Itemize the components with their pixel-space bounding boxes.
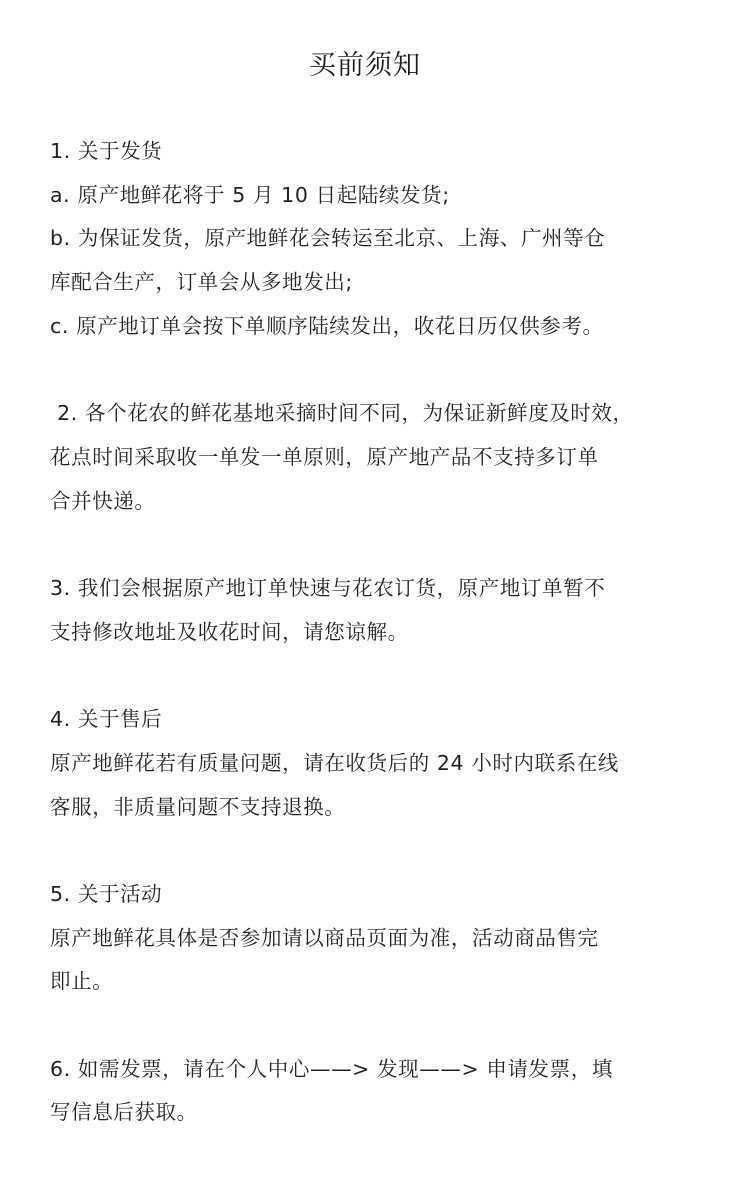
spacer	[50, 654, 676, 698]
text-line: a. 原产地鲜花将于 5 月 10 日起陆续发货;	[50, 182, 450, 207]
section-heading: 4. 关于售后	[50, 707, 163, 732]
notice-content	[50, 130, 676, 1135]
text-line: 花点时间采取收一单发一单原则，原产地产品不支持多订单	[50, 444, 599, 469]
section-promotion	[50, 873, 676, 1004]
section-heading: 5. 关于活动	[50, 881, 163, 906]
text-line: c. 原产地订单会按下单顺序陆续发出，收花日历仅供参考。	[50, 313, 604, 338]
text-line: 合并快递。	[50, 488, 156, 513]
spacer	[50, 523, 676, 567]
text-line: b. 为保证发货，原产地鲜花会转运至北京、上海、广州等仓	[50, 226, 606, 251]
text-line: 3. 我们会根据原产地订单快速与花农订货，原产地订单暂不	[50, 576, 606, 600]
section-shipping	[50, 130, 676, 349]
text-line: 库配合生产，订单会从多地发出;	[50, 270, 353, 295]
section-heading: 1. 关于发货	[50, 139, 163, 163]
section-after-sales	[50, 698, 676, 829]
spacer	[50, 1004, 676, 1048]
text-line: 6. 如需发票，请在个人中心——> 发现——> 申请发票，填	[50, 1056, 613, 1081]
spacer	[50, 829, 676, 873]
spacer	[50, 349, 676, 393]
section-invoice	[50, 1048, 676, 1135]
page-title: 买前须知	[309, 50, 421, 81]
text-line: 客服，非质量问题不支持退换。	[50, 794, 346, 819]
text-line: 2. 各个花农的鲜花基地采摘时间不同，为保证新鲜度及时效，	[50, 401, 634, 426]
section-harvest	[50, 392, 676, 523]
text-line: 即止。	[50, 969, 114, 994]
text-line: 原产地鲜花具体是否参加请以商品页面为准，活动商品售完	[50, 925, 599, 950]
text-line: 原产地鲜花若有质量问题，请在收货后的 24 小时内联系在线	[50, 750, 620, 775]
section-ordering	[50, 567, 676, 654]
text-line: 支持修改地址及收花时间，请您谅解。	[50, 619, 409, 644]
text-line: 写信息后获取。	[50, 1100, 198, 1125]
